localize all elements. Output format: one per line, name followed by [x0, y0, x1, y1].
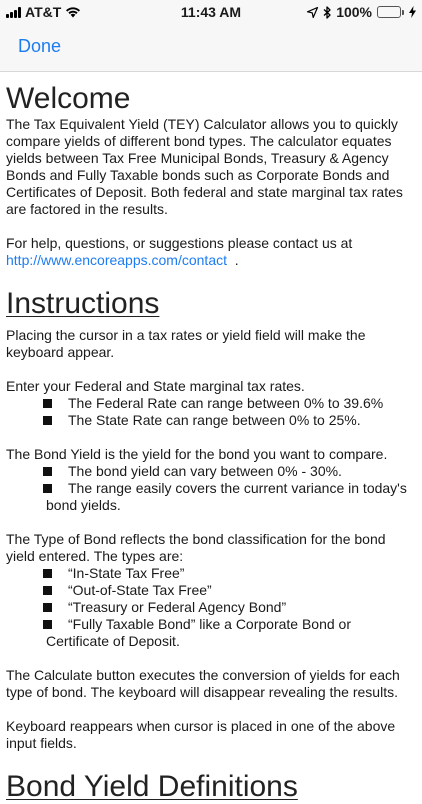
- list-item: “Out-of-State Tax Free”: [6, 582, 416, 599]
- location-icon: [307, 7, 318, 18]
- instructions-intro: Placing the cursor in a tax rates or yield field will make the keyboard appear.: [6, 327, 366, 360]
- bullet-icon: [43, 586, 52, 595]
- yield-list: [6, 463, 416, 514]
- contact-prefix: For help, questions, or suggestions please contact us at: [6, 235, 353, 251]
- type-intro: The Type of Bond reflects the bond classification for the bond yield entered. The types are:: [6, 531, 386, 564]
- contact-paragraph: [6, 235, 416, 269]
- list-item: “Treasury or Federal Agency Bond”: [6, 599, 416, 616]
- instructions-heading: Instructions: [6, 287, 160, 320]
- welcome-body: The Tax Equivalent Yield (TEY) Calculator allows you to quickly compare yields of different bond types. The calculator equates yields between Tax Free Municipal Bonds, Treasury & Agency Bonds and Fully Taxable bonds such as Corporate Bonds and Certificates of Deposit. Both federal and state marginal tax rates are factored in the results.: [6, 116, 403, 217]
- bullet-icon: [43, 399, 52, 408]
- help-content[interactable]: [0, 72, 422, 803]
- contact-suffix: .: [234, 252, 239, 268]
- battery-percent: 100%: [336, 4, 372, 20]
- contact-link[interactable]: http://www.encoreapps.com/contact: [6, 252, 227, 268]
- yield-intro: The Bond Yield is the yield for the bond you want to compare.: [6, 446, 388, 462]
- bluetooth-icon: [323, 6, 331, 19]
- definitions-heading: Bond Yield Definitions: [6, 770, 298, 803]
- charging-icon: [409, 6, 416, 18]
- bullet-icon: [43, 620, 52, 629]
- list-item: The State Rate can range between 0% to 25%.: [6, 412, 416, 429]
- list-item: The Federal Rate can range between 0% to 39.6%: [6, 395, 416, 412]
- bullet-icon: [43, 603, 52, 612]
- status-bar: [0, 0, 422, 24]
- list-item: The range easily covers the current variance in today's bond yields.: [6, 480, 416, 514]
- list-item: “Fully Taxable Bond” like a Corporate Bond or Certificate of Deposit.: [6, 616, 416, 650]
- status-time: 11:43 AM: [180, 4, 242, 20]
- bullet-icon: [43, 416, 52, 425]
- battery-icon: [377, 6, 404, 18]
- bullet-icon: [43, 467, 52, 476]
- status-right: [307, 4, 416, 20]
- keyboard-paragraph: Keyboard reappears when cursor is placed in one of the above input fields.: [6, 718, 396, 751]
- carrier-label: AT&T: [25, 4, 62, 20]
- nav-bar: [0, 24, 422, 72]
- list-item: The bond yield can vary between 0% - 30%.: [6, 463, 416, 480]
- done-button[interactable]: Done: [18, 36, 62, 56]
- rates-intro: Enter your Federal and State marginal tax rates.: [6, 378, 305, 394]
- bullet-icon: [43, 484, 52, 493]
- rates-list: [6, 395, 416, 429]
- type-list: [6, 565, 416, 650]
- calculate-paragraph: The Calculate button executes the conversion of yields for each type of bond. The keyboard will disappear revealing the results.: [6, 667, 400, 700]
- welcome-heading: Welcome: [6, 82, 131, 115]
- bullet-icon: [43, 569, 52, 578]
- list-item: “In-State Tax Free”: [6, 565, 416, 582]
